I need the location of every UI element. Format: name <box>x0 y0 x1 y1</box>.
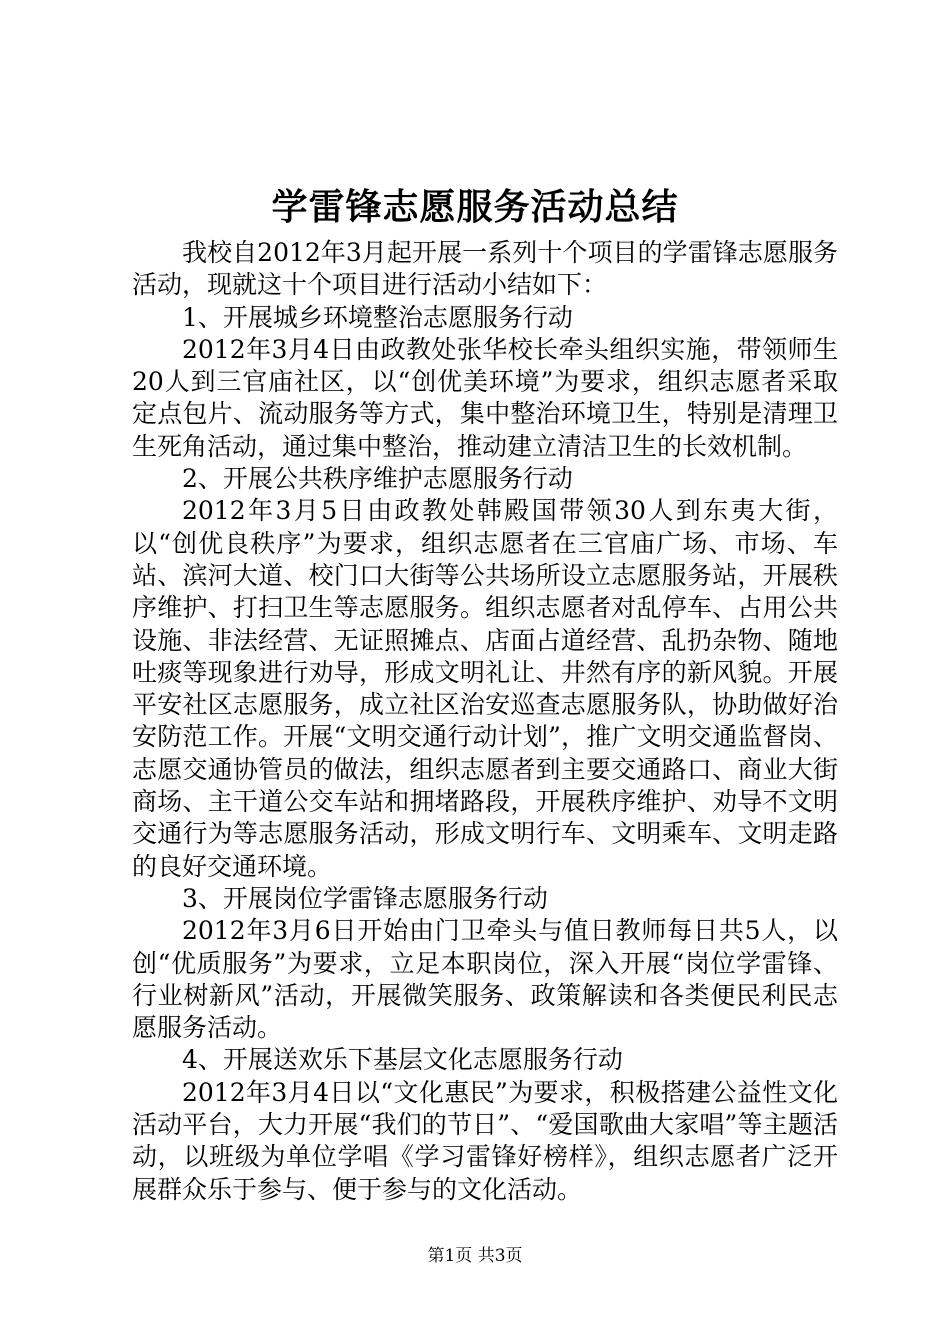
page-footer: 第1页 共3页 <box>427 1246 523 1266</box>
section-heading-3: 3、开展岗位学雷锋志愿服务行动 <box>182 883 548 913</box>
section-paragraph-4: 2012年3月4日以“文化惠民”为要求，积极搭建公益性文化活动平台，大力开展“我们的节日”、“爱国歌曲大家唱”等主题活动，以班级为单位学唱《学习雷锋好榜样》，组织志愿者广泛开展群众乐于参与、便于参与的文化活动。 <box>132 1077 838 1204</box>
section-heading-1: 1、开展城乡环境整治志愿服务行动 <box>182 302 573 332</box>
section-paragraph-3: 2012年3月6日开始由门卫牵头与值日教师每日共5人，以创“优质服务”为要求，立足本职岗位，深入开展“岗位学雷锋、行业树新风”活动，开展微笑服务、政策解读和各类便民利民志愿服务活动。 <box>132 916 838 1043</box>
section-paragraph-2: 2012年3月5日由政教处韩殿国带领30人到东夷大街，以“创优良秩序”为要求，组织志愿者在三官庙广场、市场、车站、滨河大道、校门口大街等公共场所设立志愿服务站，开展秩序维护、打扫卫生等志愿服务。组织志愿者对乱停车、占用公共设施、非法经营、无证照摊点、店面占道经营、乱扔杂物、随地吐痰等现象进行劝导，形成文明礼让、井然有序的新风貌。开展平安社区志愿服务，成立社区治安巡查志愿服务队，协助做好治安防范工作。开展“文明交通行动计划”，推广文明交通监督岗、志愿交通协管员的做法，组织志愿者到主要交通路口、商业大街商场、主干道公交车站和拥堵路段，开展秩序维护、劝导不文明交通行为等志愿服务活动，形成文明行车、文明乘车、文明走路的良好交通环境。 <box>132 496 838 881</box>
section-paragraph-1: 2012年3月4日由政教处张华校长牵头组织实施，带领师生20人到三官庙社区，以“创优美环境”为要求，组织志愿者采取定点包片、流动服务等方式，集中整治环境卫生，特别是清理卫生死角活动，通过集中整治，推动建立清洁卫生的长效机制。 <box>132 334 838 461</box>
section-heading-4: 4、开展送欢乐下基层文化志愿服务行动 <box>182 1045 623 1075</box>
document-body <box>132 237 838 1206</box>
section-heading-2: 2、开展公共秩序维护志愿服务行动 <box>182 464 573 494</box>
document-title: 学雷锋志愿服务活动总结 <box>271 187 679 228</box>
intro-paragraph: 我校自2012年3月起开展一系列十个项目的学雷锋志愿服务活动，现就这十个项目进行活动小结如下： <box>132 238 838 300</box>
